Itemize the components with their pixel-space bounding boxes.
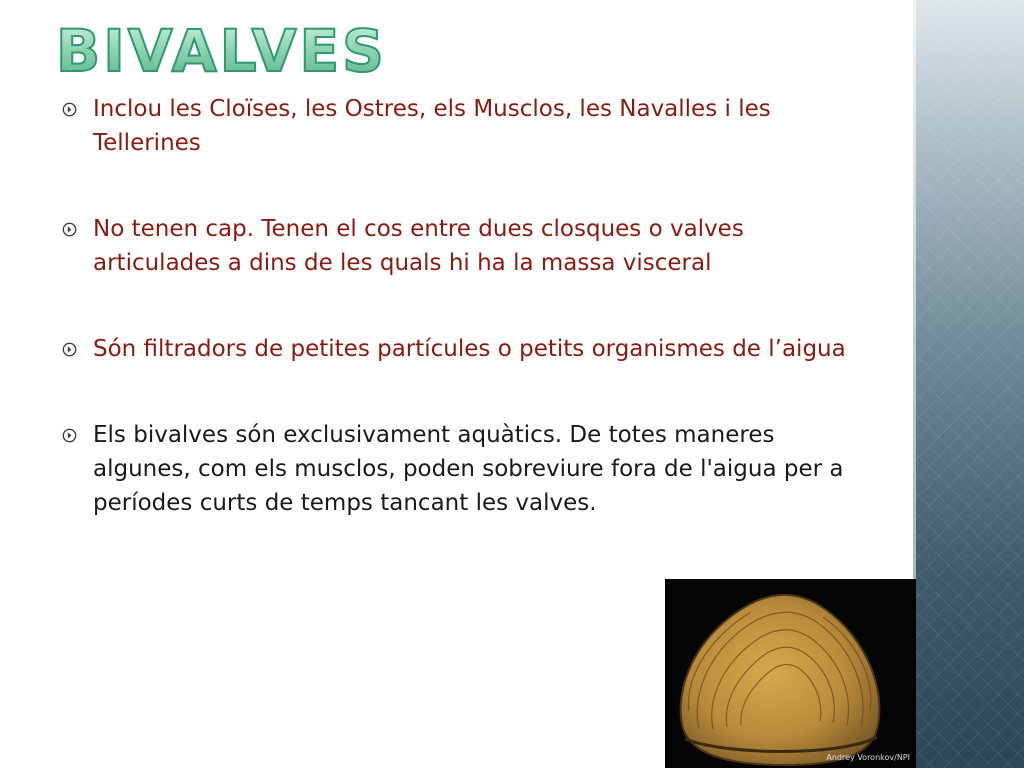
circled-arrow-icon bbox=[62, 428, 77, 443]
bullet-list bbox=[62, 92, 852, 520]
photo-credit: Andrey Voronkov/NPI bbox=[826, 753, 910, 762]
bullet-text: Són filtradors de petites partícules o petits organismes de l’aigua bbox=[93, 336, 846, 362]
bullet-text: Els bivalves són exclusivament aquàtics. De totes maneres algunes, com els musclos, poden sobreviure fora de l'aigua per a períodes curts de temps tancant les valves. bbox=[93, 422, 844, 516]
bullet-item bbox=[62, 92, 852, 160]
slide-title: BIVALVES bbox=[56, 17, 387, 85]
bullet-item bbox=[62, 418, 852, 520]
circled-arrow-icon bbox=[62, 102, 77, 117]
circled-arrow-icon bbox=[62, 342, 77, 357]
bullet-item bbox=[62, 332, 852, 366]
circled-arrow-icon bbox=[62, 222, 77, 237]
bullet-text: Inclou les Cloïses, les Ostres, els Musclos, les Navalles i les Tellerines bbox=[93, 96, 771, 156]
bullet-item bbox=[62, 212, 852, 280]
bullet-text: No tenen cap. Tenen el cos entre dues closques o valves articulades a dins de les quals hi ha la massa visceral bbox=[93, 216, 744, 276]
side-decoration-band bbox=[913, 0, 1024, 768]
clam-shell-image bbox=[665, 579, 916, 768]
clam-shell-illustration bbox=[665, 579, 916, 768]
